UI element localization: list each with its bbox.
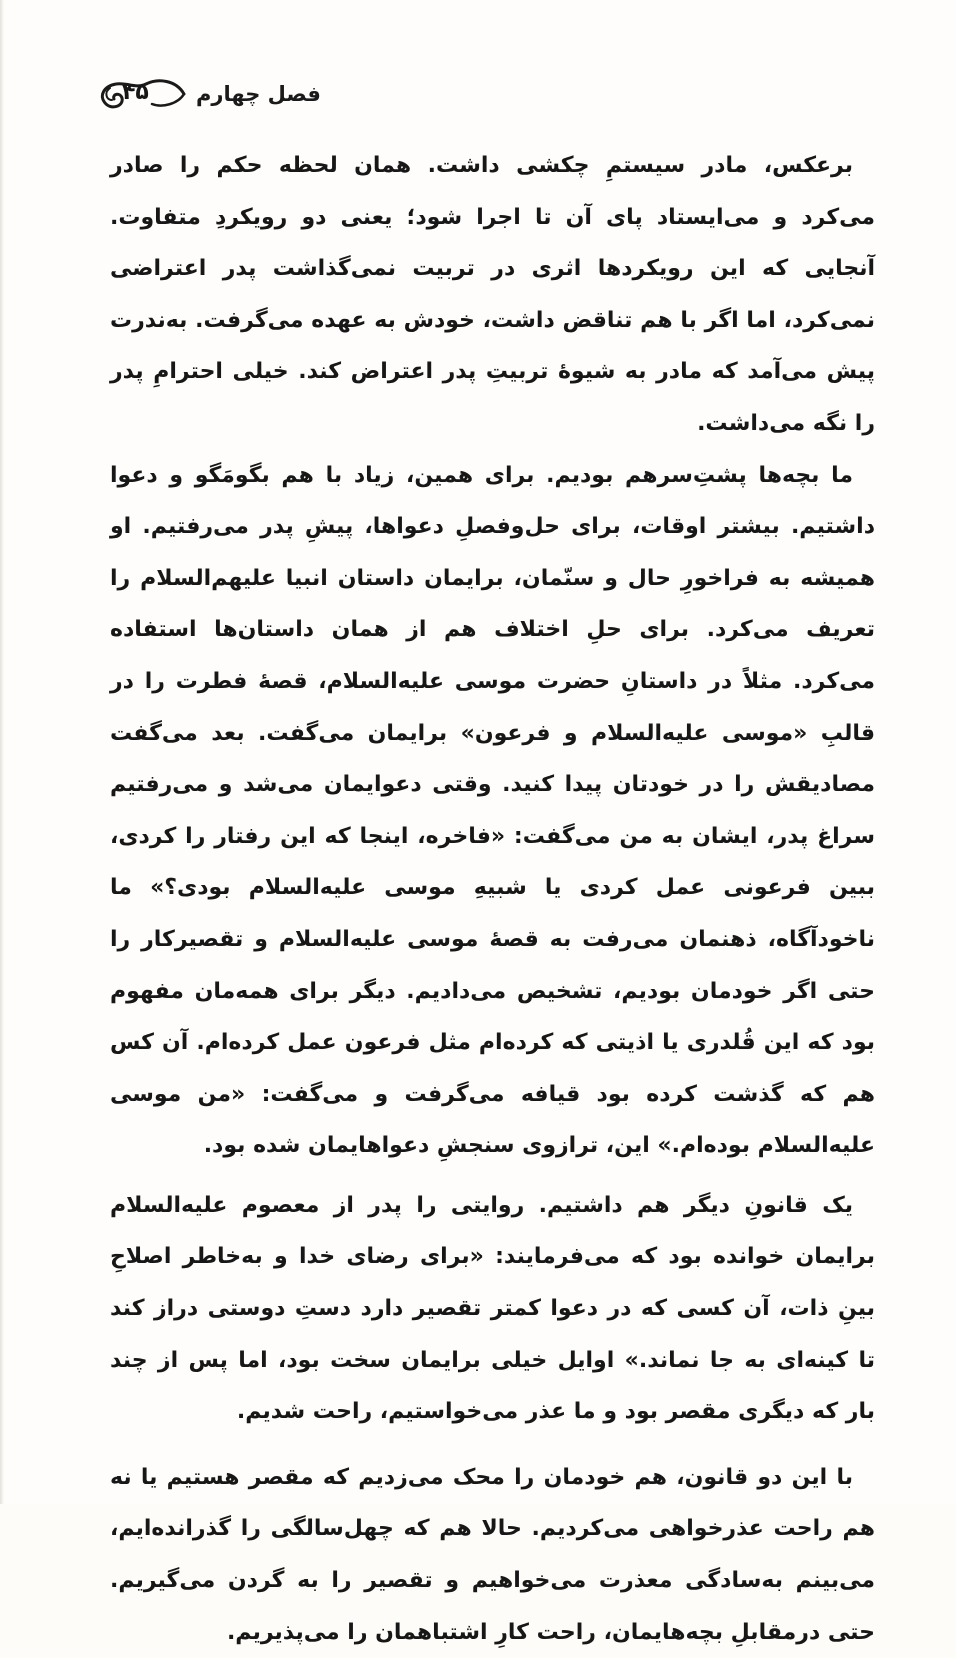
chapter-title: فصل چهارم [196, 82, 321, 106]
paragraph: با این دو قانون، هم خودمان را محک می‌زدیم که مقصر هستیم یا نه هم راحت عذرخواهی می‌کردیم. حالا هم که چهل‌سالگی را گذرانده‌ایم، می‌بینم به‌سادگی معذرت می‌خواهیم و تقصیر را به گردن می‌گیریم. حتی درمقابلِ بچه‌هایمان، راحت کارِ اشتباهمان را می‌پذیریم. [110, 1464, 875, 1645]
body-text [110, 140, 875, 1658]
page-number: ۴۵ [122, 80, 149, 105]
paragraph: برعکس، مادر سیستمِ چکشی داشت. همان لحظه حکم را صادر می‌کرد و می‌ایستاد پای آن تا اجرا شود؛ یعنی دو رویکردِ متفاوت. آنجایی که این رویکردها اثری در تربیت نمی‌گذاشت پدر اعتراضی نمی‌کرد، اما اگر با هم تناقض داشت، خودش به عهده می‌گرفت. به‌ندرت پیش می‌آمد که مادر به شیوهٔ تربیتِ پدر اعتراض کند. خیلی احترامِ پدر را نگه می‌داشت. [110, 153, 875, 436]
paragraph: ما بچه‌ها پشتِ‌سرهم بودیم. برای همین، زیاد با هم بگومَگو و دعوا داشتیم. بیشتر اوقات، برای حل‌وفصلِ دعواها، پیشِ پدر می‌رفتیم. او همیشه به فراخورِ حال و سنّمان، برایمان داستان انبیا علیهم‌السلام را تعریف می‌کرد. برای حلِ اختلاف هم از همان داستان‌ها استفاده می‌کرد. مثلاً در داستانِ حضرت موسی علیه‌السلام، قصهٔ فطرت را در قالبِ «موسی علیه‌السلام و فرعون» برایمان می‌گفت. بعد می‌گفت مصادیقش را در خودتان پیدا کنید. وقتی دعوایمان می‌شد و می‌رفتیم سراغ پدر، ایشان به من می‌گفت: «فاخره، اینجا که این رفتار را کردی، ببین فرعونی عمل کردی یا شبیهِ موسی علیه‌السلام بودی؟» ما ناخودآگاه، ذهنمان می‌رفت به قصهٔ موسی علیه‌السلام و تقصیرکار را حتی اگر خودمان بودیم، تشخیص می‌دادیم. دیگر برای همه‌مان مفهوم بود که این قُلدری یا اذیتی که کرده‌ام مثل فرعون عمل کرده‌ام. آن کس هم که گذشت کرده بود قیافه می‌گرفت و می‌گفت: «من موسی علیه‌السلام بوده‌ام.» این، ترازوی سنجشِ دعواهایمان شده بود. [110, 462, 875, 1159]
paragraph: یک قانونِ دیگر هم داشتیم. روایتی را پدر از معصوم علیه‌السلام برایمان خوانده بود که می‌فرمایند: «برای رضای خدا و به‌خاطر اصلاحِ بینِ ذات، آن کسی که در دعوا کمتر تقصیر دارد دستِ دوستی دراز کند تا کینه‌ای به جا نماند.» اوایل خیلی برایمان سخت بود، اما پس از چند بار که دیگری مقصر بود و ما عذر می‌خواستیم، راحت شدیم. [110, 1192, 875, 1425]
page-header [96, 70, 321, 118]
page-number-ornament [96, 74, 186, 114]
page-edge-shadow [0, 0, 4, 1504]
